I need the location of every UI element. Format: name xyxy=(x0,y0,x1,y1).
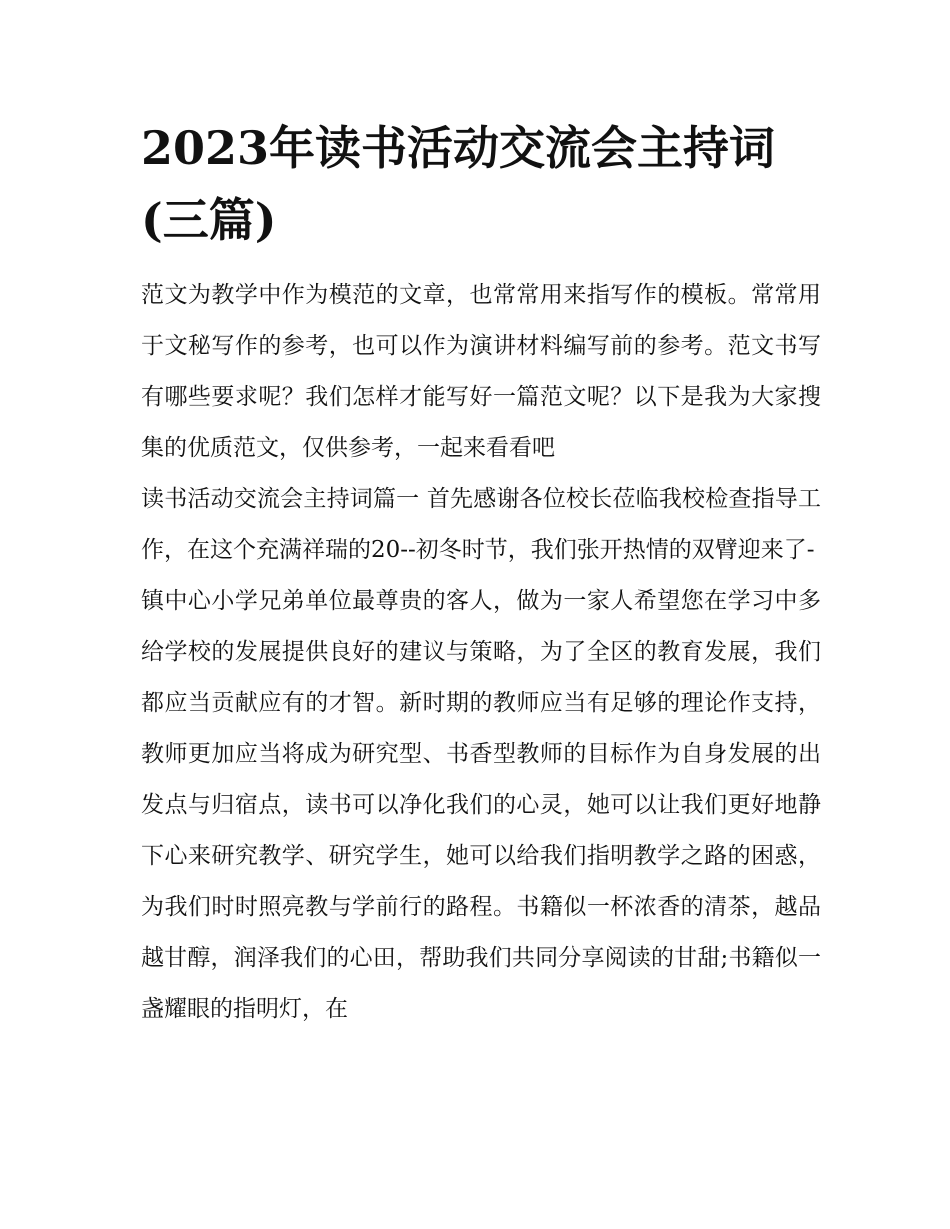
intro-paragraph: 范文为教学中作为模范的文章，也常常用来指写作的模板。常常用于文秘写作的参考，也可以作为演讲材料编写前的参考。范文书写有哪些要求呢？我们怎样才能写好一篇范文呢？以下是我为大家搜集的优质范文，仅供参考，一起来看看吧 xyxy=(141,282,821,461)
body-paragraph-1: 读书活动交流会主持词篇一 首先感谢各位校长莅临我校检查指导工作，在这个充满祥瑞的20--初冬时节，我们张开热情的双臂迎来了- xyxy=(141,486,821,563)
document-title: 2023年读书活动交流会主持词 (三篇) xyxy=(141,121,776,247)
body-paragraph-2: 镇中心小学兄弟单位最尊贵的客人，做为一家人希望您在学习中多给学校的发展提供良好的建议与策略，为了全区的教育发展，我们都应当贡献应有的才智。新时期的教师应当有足够的理论作支持，教师更加应当将成为研究型、书香型教师的目标作为自身发展的出发点与归宿点，读书可以净化我们的心灵，她可以让我们更好地静下心来研究教学、研究学生，她可以给我们指明教学之路的困惑，为我们时时照亮教与学前行的路程。书籍似一杯浓香的清茶，越品越甘醇，润泽我们的心田，帮助我们共同分享阅读的甘甜;书籍似一盏耀眼的指明灯，在 xyxy=(141,588,821,1022)
document-page xyxy=(141,112,821,1035)
